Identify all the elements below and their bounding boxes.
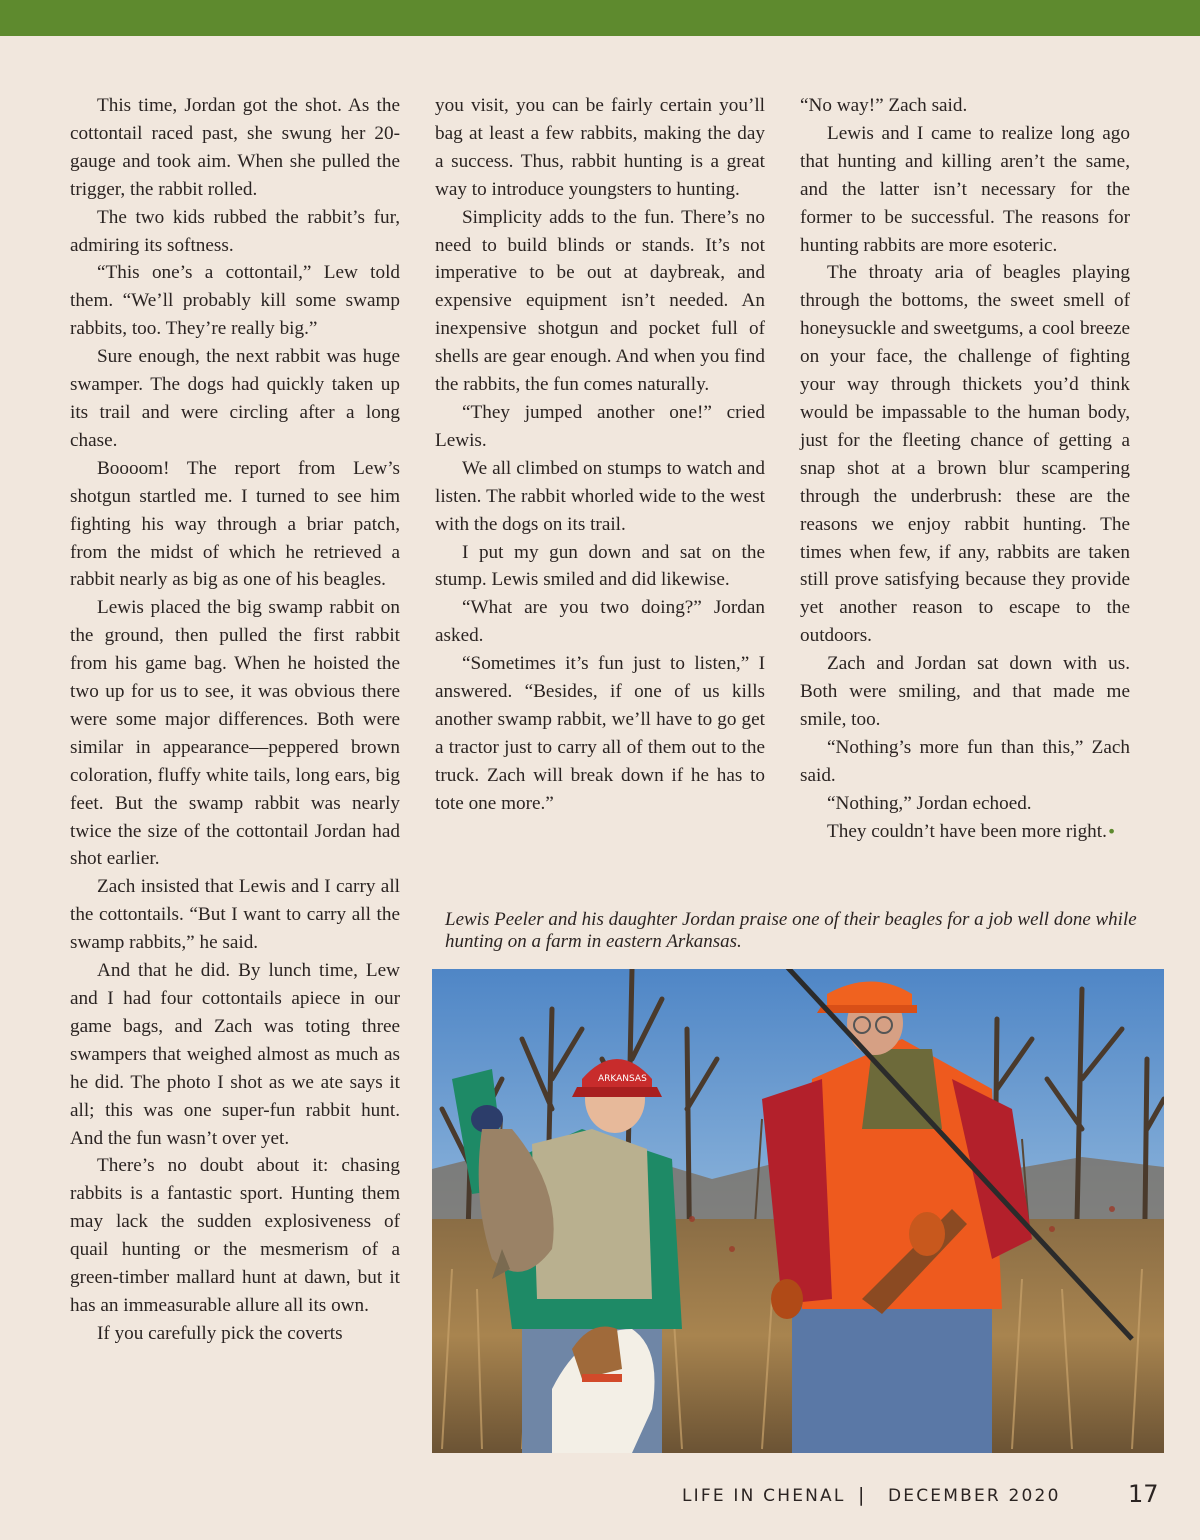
article-paragraph — [70, 343, 400, 455]
footer-separator: | — [858, 1484, 865, 1506]
paragraph-text: This time, Jordan got the shot. As the cottontail raced past, she swung her 20-gauge and took aim. When she pulled the trigger, the rabbit rolled. — [70, 95, 400, 200]
paragraph-text: Boooom! The report from Lew’s shotgun startled me. I turned to see him fighting his way through a briar patch, from the midst of which he retrieved a rabbit nearly as big as one of his beagles. — [70, 457, 400, 591]
article-column-1 — [70, 92, 400, 1348]
hunting-photo-illustration — [432, 969, 1164, 1453]
page-footer — [680, 1480, 1159, 1508]
paragraph-text: There’s no doubt about it: chasing rabbits is a fantastic sport. Hunting them may lack the sudden explosiveness of quail hunting or the mesmerism of a green-timber mallard hunt at dawn, but it has an immeasurable allure all its own. — [70, 1155, 400, 1316]
article-paragraph — [70, 873, 400, 957]
paragraph-text: “Sometimes it’s fun just to listen,” I answered. “Besides, if one of us kills another swamp rabbit, we’ll have to go get a tractor just to carry all of them out to the truck. Zach will break down if he has to tote one more.” — [435, 653, 765, 814]
article-paragraph — [800, 734, 1130, 790]
article-column-2 — [435, 92, 765, 818]
article-paragraph — [800, 650, 1130, 734]
article-paragraph — [800, 790, 1130, 818]
paragraph-text: “No way!” Zach said. — [800, 95, 968, 116]
top-color-bar — [0, 0, 1200, 36]
article-paragraph — [70, 957, 400, 1152]
paragraph-text: “This one’s a cottontail,” Lew told them. “We’ll probably kill some swamp rabbits, too. They’re really big.” — [70, 262, 400, 340]
paragraph-text: Simplicity adds to the fun. There’s no need to build blinds or stands. It’s not imperative to be out at daybreak, and expensive equipment isn’t needed. An inexpensive shotgun and pocket full of shells are gear enough. And when you find the rabbits, the fun comes naturally. — [435, 206, 765, 396]
paragraph-text: “What are you two doing?” Jordan asked. — [435, 597, 765, 647]
article-paragraph — [70, 1152, 400, 1319]
article-paragraph — [70, 1320, 400, 1348]
footer-magazine-name: LIFE IN CHENAL — [682, 1486, 846, 1506]
article-paragraph — [70, 204, 400, 260]
paragraph-text: The two kids rubbed the rabbit’s fur, admiring its softness. — [70, 206, 400, 256]
article-paragraph — [435, 539, 765, 595]
article-paragraph — [435, 455, 765, 539]
article-column-3 — [800, 92, 1130, 845]
cap-text: ARKANSAS — [598, 1074, 647, 1084]
paragraph-text: The throaty aria of beagles playing through the bottoms, the sweet smell of honeysuckle and sweetgums, a cool breeze on your face, the challenge of fighting your way through thickets you’d think would be impassable to the human body, just for the fleeting chance of getting a snap shot at a brown blur scampering through the underbrush: these are the reasons we enjoy rabbit hunting. The times when few, if any, rabbits are taken still prove satisfying because they provide yet another reason to escape to the outdoors. — [800, 262, 1130, 647]
article-paragraph — [435, 92, 765, 204]
article-paragraph — [800, 92, 1130, 120]
article-paragraph — [70, 594, 400, 873]
paragraph-text: “Nothing,” Jordan echoed. — [827, 792, 1032, 814]
paragraph-text: Zach insisted that Lewis and I carry all the cottontails. “But I want to carry all the swamp rabbits,” he said. — [70, 876, 400, 954]
hunting-photo — [432, 969, 1164, 1453]
paragraph-text: They couldn’t have been more right. — [827, 820, 1107, 842]
paragraph-text: And that he did. By lunch time, Lew and I had four cottontails apiece in our game bags, and Zach was toting three swampers that weighed almost as much as he did. The photo I shot as we ate says it all; this was one super-fun rabbit hunt. And the fun wasn’t over yet. — [70, 960, 400, 1149]
article-paragraph — [435, 650, 765, 817]
paragraph-text: I put my gun down and sat on the stump. Lewis smiled and did likewise. — [435, 541, 765, 591]
article-paragraph — [435, 204, 765, 399]
article-paragraph — [435, 399, 765, 455]
paragraph-text: Sure enough, the next rabbit was huge swamper. The dogs had quickly taken up its trail and were circling after a long chase. — [70, 346, 400, 451]
paragraph-text: If you carefully pick the coverts — [97, 1322, 343, 1344]
article-paragraph — [800, 259, 1130, 650]
page-number: 17 — [1128, 1480, 1159, 1508]
article-paragraph — [70, 455, 400, 595]
paragraph-text: Zach and Jordan sat down with us. Both were smiling, and that made me smile, too. — [800, 653, 1130, 730]
paragraph-text: We all climbed on stumps to watch and listen. The rabbit whorled wide to the west with the dogs on its trail. — [435, 457, 765, 535]
end-mark-icon: • — [1106, 821, 1117, 841]
photo-caption: Lewis Peeler and his daughter Jordan praise one of their beagles for a job well done while hunting on a farm in eastern Arkansas. — [445, 909, 1137, 952]
article-paragraph — [800, 120, 1130, 260]
article-paragraph — [800, 818, 1130, 846]
paragraph-text: “Nothing’s more fun than this,” Zach said. — [800, 736, 1130, 786]
footer-issue-date: DECEMBER 2020 — [888, 1486, 1061, 1506]
paragraph-text: Lewis placed the big swamp rabbit on the ground, then pulled the first rabbit from his game bag. When he hoisted the two up for us to see, it was obvious there were some major differences. Both were similar in appearance—peppered brown coloration, fluffy white tails, long ears, big feet. But the swamp rabbit was nearly twice the size of the cottontail Jordan had shot earlier. — [70, 597, 400, 870]
paragraph-text: “They jumped another one!” cried Lewis. — [435, 401, 765, 451]
paragraph-text: you visit, you can be fairly certain you’ll bag at least a few rabbits, making the day a success. Thus, rabbit hunting is a great way to introduce youngsters to hunting. — [435, 95, 765, 200]
article-paragraph — [435, 594, 765, 650]
paragraph-text: Lewis and I came to realize long ago that hunting and killing aren’t the same, and the latter isn’t necessary for the former to be successful. The reasons for hunting rabbits are more esoteric. — [800, 122, 1130, 256]
article-paragraph — [70, 259, 400, 343]
article-paragraph — [70, 92, 400, 204]
